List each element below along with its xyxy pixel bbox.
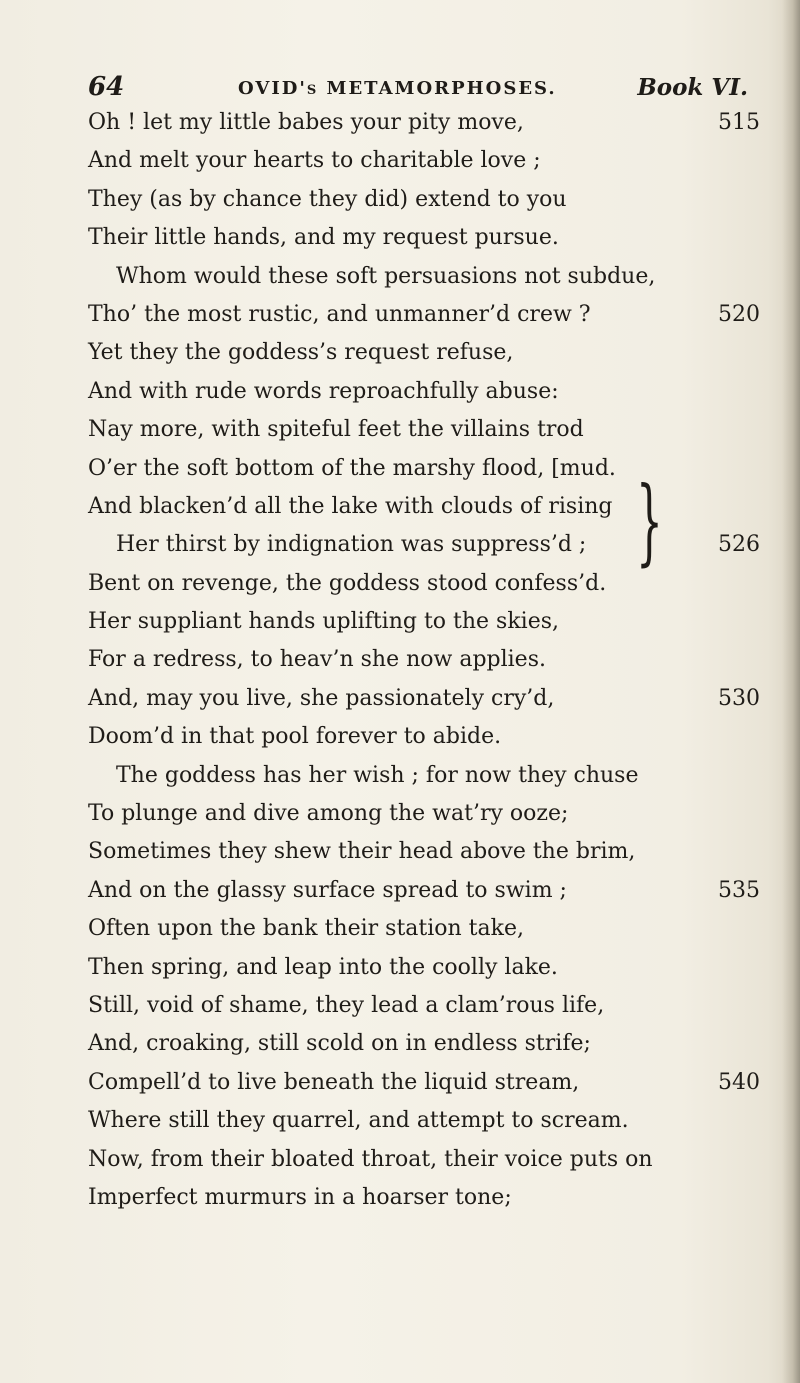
line-number: 526: [718, 532, 760, 558]
poem-line: [88, 910, 768, 948]
line-number: 520: [718, 301, 760, 327]
line-text: The goddess has her wish ; for now they chuse: [116, 762, 639, 788]
poem-line: [88, 757, 768, 795]
poem-line: [88, 987, 768, 1025]
poem-line: [88, 680, 768, 718]
line-text: For a redress, to heav’n she now applies.: [88, 647, 546, 673]
poem-line: [88, 526, 768, 564]
page-edge-shadow: [782, 0, 800, 1383]
line-text: They (as by chance they did) extend to you: [88, 186, 567, 212]
poem-line: [88, 142, 768, 180]
poem-line: [88, 949, 768, 987]
line-text: Then spring, and leap into the coolly lake.: [88, 954, 558, 980]
poem-line: [88, 411, 768, 449]
poem-line: [88, 373, 768, 411]
poem-line: [88, 565, 768, 603]
line-text: Where still they quarrel, and attempt to scream.: [88, 1108, 629, 1134]
line-text: Doom’d in that pool forever to abide.: [88, 724, 502, 750]
poem-line: [88, 833, 768, 871]
line-text: And on the glassy surface spread to swim ;: [88, 877, 567, 903]
poem-text: [88, 104, 768, 1217]
line-text: Imperfect murmurs in a hoarser tone;: [88, 1184, 512, 1210]
line-text: To plunge and dive among the wat’ry ooze;: [88, 801, 569, 827]
poem-line: [88, 219, 768, 257]
line-text: Their little hands, and my request pursue.: [88, 225, 559, 251]
line-text: Oh ! let my little babes your pity move,: [88, 110, 524, 135]
line-text: Sometimes they shew their head above the brim,: [88, 839, 636, 865]
poem-line: [88, 1064, 768, 1102]
poem-line: [88, 641, 768, 679]
line-number: 535: [718, 877, 760, 903]
poem-line: [88, 1025, 768, 1063]
line-text: Yet they the goddess’s request refuse,: [88, 340, 514, 366]
line-text: Tho’ the most rustic, and unmanner’d crew ?: [88, 301, 591, 327]
line-text: Bent on revenge, the goddess stood confess’d.: [88, 570, 607, 596]
line-text: Still, void of shame, they lead a clam’rous life,: [88, 992, 605, 1018]
line-text: Compell’d to live beneath the liquid stream,: [88, 1069, 580, 1095]
poem-line: [88, 603, 768, 641]
poem-line: [88, 181, 768, 219]
poem-line: [88, 334, 768, 372]
poem-line: [88, 718, 768, 756]
line-number: 515: [718, 110, 760, 135]
line-number: 540: [718, 1069, 760, 1095]
line-text: Often upon the bank their station take,: [88, 916, 524, 942]
line-text: And, croaking, still scold on in endless strife;: [88, 1031, 591, 1057]
poem-line: [88, 104, 768, 142]
line-text: O’er the soft bottom of the marshy flood, [mud.: [88, 455, 616, 481]
running-title: OVID's METAMORPHOSES.: [238, 78, 557, 99]
book-label: Book VI.: [637, 74, 748, 101]
poem-line: [88, 872, 768, 910]
line-text: And, may you live, she passionately cry’d,: [88, 685, 555, 711]
poem-line: [88, 1141, 768, 1179]
line-text: Her suppliant hands uplifting to the skies,: [88, 609, 560, 635]
poem-line: [88, 450, 768, 488]
line-text: Her thirst by indignation was suppress’d ;: [116, 532, 587, 558]
line-text: Whom would these soft persuasions not subdue,: [116, 263, 656, 289]
line-text: And melt your hearts to charitable love ;: [88, 148, 541, 174]
line-text: Nay more, with spiteful feet the villains trod: [88, 417, 584, 443]
line-text: And blacken’d all the lake with clouds of rising: [88, 493, 613, 519]
poem-line: [88, 488, 768, 526]
line-number: 530: [718, 685, 760, 711]
poem-line: [88, 258, 768, 296]
poem-line: [88, 1179, 768, 1217]
poem-line: [88, 795, 768, 833]
triplet-brace: }: [636, 467, 663, 576]
poem-line: [88, 296, 768, 334]
page-number: 64: [88, 72, 125, 102]
line-text: Now, from their bloated throat, their voice puts on: [88, 1146, 653, 1172]
line-text: And with rude words reproachfully abuse:: [88, 378, 559, 404]
poem-line: [88, 1102, 768, 1140]
